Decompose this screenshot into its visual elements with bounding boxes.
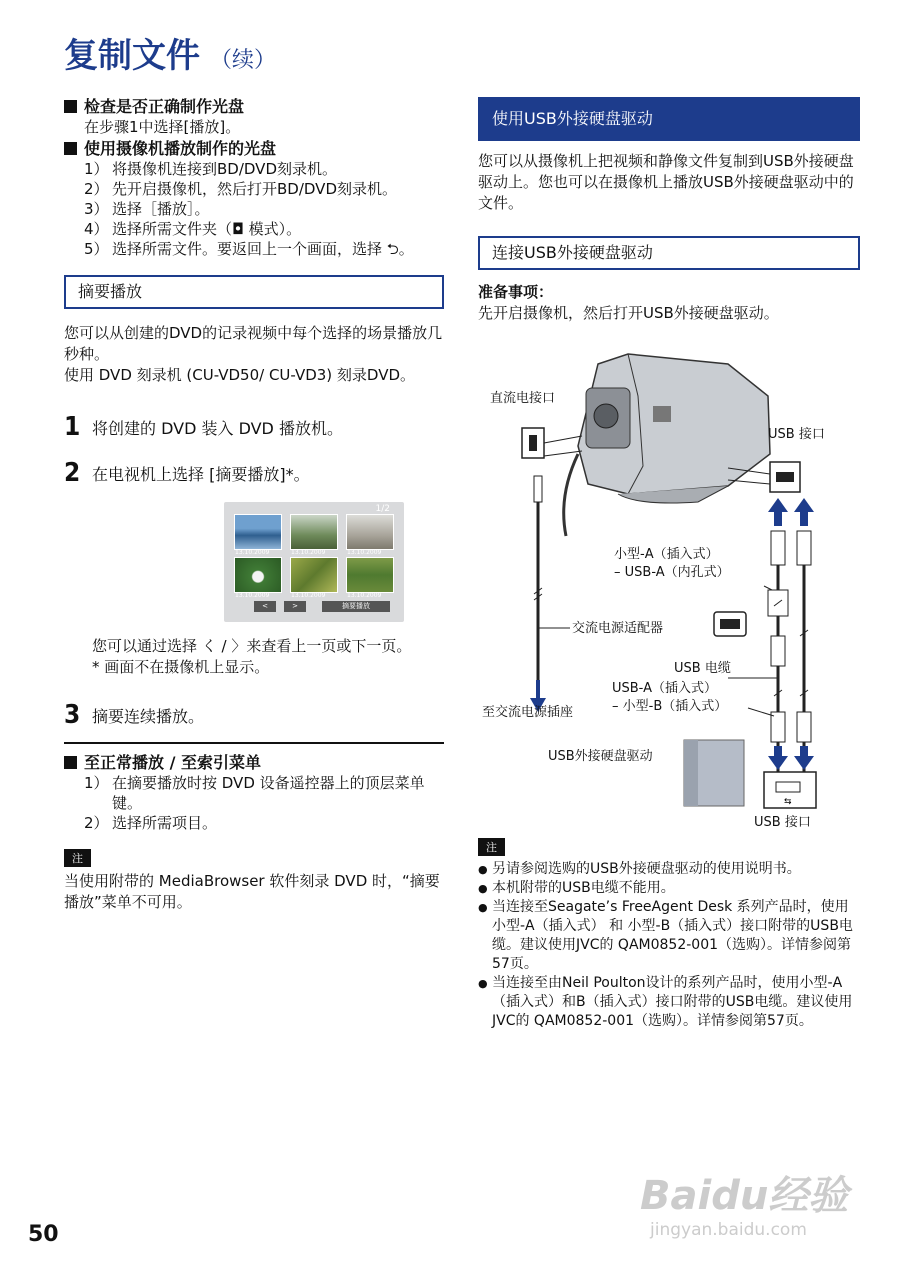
prep-heading: 准备事项： bbox=[478, 283, 554, 301]
mini-b-label: – 小型-B（插入式） bbox=[612, 699, 728, 714]
thumbnail-date: 13.10.2009 bbox=[235, 549, 270, 556]
note-tag: 注 bbox=[64, 849, 91, 867]
connection-diagram-graphic bbox=[478, 336, 860, 836]
step-2: 2 在电视机上选择 [摘要播放]*。 bbox=[64, 458, 310, 488]
list-item: ● 当连接至Seagate’s FreeAgent Desk 系列产品时，使用小型-A（插入式） 和 小型-B（插入式）接口附带的USB电缆。建议使用JVC的 QAM0852-001（选购）。详情参阅第57页。 bbox=[478, 898, 860, 974]
usb-a-female-label: – USB-A（内孔式） bbox=[614, 565, 730, 580]
footnote: * 画面不在摄像机上显示。 bbox=[92, 658, 270, 676]
usb-drive-heading: 使用USB外接硬盘驱动 bbox=[478, 97, 860, 141]
usb-a-male-label: USB-A（插入式） bbox=[612, 681, 717, 696]
list-item: 3） 选择［播放］。 bbox=[84, 200, 210, 218]
prev-page-button[interactable]: < bbox=[254, 601, 276, 612]
dc-cable bbox=[564, 454, 578, 536]
usb-drive-text: 您可以从摄像机上把视频和静像文件复制到USB外接硬盘驱动上。您也可以在摄像机上播放USB外接硬盘驱动中的文件。 bbox=[478, 152, 854, 212]
connect-usb-heading: 连接USB外接硬盘驱动 bbox=[478, 236, 860, 270]
check-disc-heading: 检查是否正确制作光盘 bbox=[64, 96, 444, 117]
summary-heading: 摘要播放 bbox=[64, 275, 444, 309]
check-disc-text: 在步骤1中选择[播放]。 bbox=[84, 118, 241, 136]
note-tag: 注 bbox=[478, 838, 505, 856]
list-item: ● 当连接至由Neil Poulton设计的系列产品时，使用小型-A（插入式）和B（插入式）接口附带的USB电缆。建议使用JVC的 QAM0852-001（选购）。详情参阅第57页。 bbox=[478, 974, 860, 1031]
summary-screen bbox=[224, 502, 404, 622]
thumbnail-date: 13.10.2009 bbox=[291, 549, 326, 556]
page-number: 50 bbox=[28, 1222, 59, 1247]
divider bbox=[64, 742, 444, 744]
camcorder-icon bbox=[578, 354, 770, 503]
ext-drive-label: USB外接硬盘驱动 bbox=[548, 749, 653, 764]
list-item: 2） 先开启摄像机，然后打开BD/DVD刻录机。 bbox=[84, 180, 397, 198]
thumbnail[interactable] bbox=[234, 514, 282, 550]
list-item: 1） 将摄像机连接到BD/DVD刻录机。 bbox=[84, 160, 337, 178]
list-item: 1） 在摘要播放时按 DVD 设备遥控器上的顶层菜单键。 bbox=[84, 774, 425, 812]
page-title: 复制文件 （续） bbox=[64, 36, 277, 76]
prep-text: 先开启摄像机，然后打开USB外接硬盘驱动。 bbox=[478, 304, 779, 322]
up-arrow-icon bbox=[768, 498, 788, 512]
left-column bbox=[64, 96, 444, 913]
thumbnail[interactable] bbox=[290, 514, 338, 550]
list-item: 2） 选择所需项目。 bbox=[84, 814, 218, 832]
thumbnail-date: 13.10.2009 bbox=[235, 592, 270, 599]
to-outlet-label: 至交流电源插座 bbox=[482, 705, 574, 720]
usb-cable-label: USB 电缆 bbox=[674, 661, 731, 676]
note-list bbox=[478, 860, 860, 1031]
step-1: 1 将创建的 DVD 装入 DVD 播放机。 bbox=[64, 412, 343, 442]
dc-port-label: 直流电接口 bbox=[490, 391, 556, 406]
right-column bbox=[478, 97, 860, 1031]
mini-a-label: 小型-A（插入式） bbox=[614, 547, 719, 562]
thumbnail[interactable] bbox=[290, 557, 338, 593]
ac-adapter-label: 交流电源适配器 bbox=[572, 621, 664, 636]
note-text: 当使用附带的 MediaBrowser 软件刻录 DVD 时，“摘要播放”菜单不可用。 bbox=[64, 872, 440, 911]
normal-playback-heading: 至正常播放 / 至索引菜单 bbox=[64, 752, 444, 773]
thumbnail[interactable] bbox=[346, 514, 394, 550]
thumbnail[interactable] bbox=[346, 557, 394, 593]
list-item: 5） 选择所需文件。要返回上一个画面，选择 ⮌。 bbox=[84, 240, 414, 258]
down-arrow-icon bbox=[794, 756, 814, 770]
thumbnail-date: 13.10.2009 bbox=[347, 549, 382, 556]
watermark bbox=[640, 1150, 870, 1260]
list-item: ● 本机附带的USB电缆不能用。 bbox=[478, 879, 860, 898]
page-title-suffix: （续） bbox=[210, 48, 277, 73]
next-page-button[interactable]: > bbox=[284, 601, 306, 612]
down-arrow-icon bbox=[768, 756, 788, 770]
summary-paragraph-1: 您可以从创建的DVD的记录视频中每个选择的场景播放几秒种。 bbox=[64, 324, 443, 363]
page-nav-text: 您可以通过选择 く / 〉来查看上一页或下一页。 bbox=[92, 637, 412, 655]
normal-playback-steps bbox=[64, 773, 444, 833]
svg-text:⇆: ⇆ bbox=[784, 797, 792, 807]
usb-port-bottom-label: USB 接口 bbox=[754, 815, 811, 830]
thumbnail[interactable] bbox=[234, 557, 282, 593]
thumbnail-date: 13.10.2009 bbox=[291, 592, 326, 599]
play-disc-heading: 使用摄像机播放制作的光盘 bbox=[64, 138, 444, 159]
up-arrow-icon bbox=[794, 498, 814, 512]
summary-paragraph-2: 使用 DVD 刻录机 (CU-VD50/ CU-VD3) 刻录DVD。 bbox=[64, 366, 416, 384]
usb-port-top-label: USB 接口 bbox=[768, 427, 825, 442]
step-3: 3 摘要连续播放。 bbox=[64, 700, 205, 730]
watermark-url: jingyan.baidu.com bbox=[650, 1220, 807, 1240]
list-item: ● 另请参阅选购的USB外接硬盘驱动的使用说明书。 bbox=[478, 860, 860, 879]
page-indicator: 1/2 bbox=[375, 504, 390, 514]
thumbnail-date: 13.10.2009 bbox=[347, 592, 382, 599]
play-disc-steps bbox=[64, 159, 444, 259]
list-item: 4） 选择所需文件夹（◘ 模式）。 bbox=[84, 220, 302, 238]
watermark-logo: Baidu经验 bbox=[640, 1173, 849, 1219]
summary-play-button[interactable]: 摘要播放 bbox=[322, 601, 390, 612]
connection-diagram bbox=[478, 336, 860, 836]
